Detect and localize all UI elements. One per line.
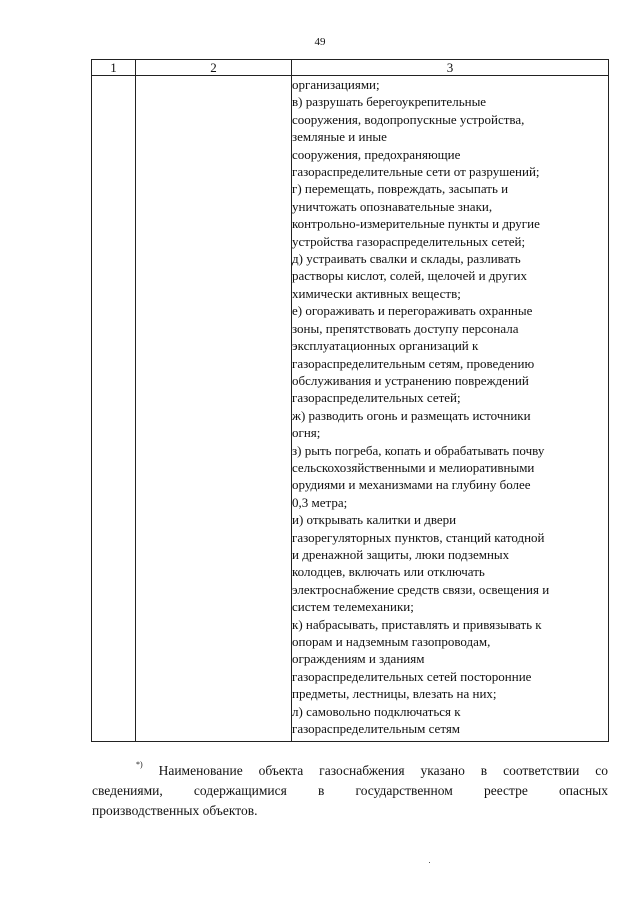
text-line: газораспределительных сетей посторонние (292, 668, 532, 684)
text-line: обслуживания и устранению повреждений (292, 372, 529, 388)
footnote-marker: *) (136, 760, 143, 769)
text-line: г) перемещать, повреждать, засыпать и (292, 181, 509, 197)
text-line: орудиями и механизмами на глубину более (292, 477, 531, 493)
text-line: химически активных веществ; (292, 285, 461, 301)
cell-col2 (136, 76, 292, 742)
table-header-row (92, 60, 609, 76)
text-line: д) устраивать свалки и склады, разливать (292, 251, 521, 267)
text-line: газораспределительных сетей; (292, 390, 461, 406)
text-line: опорам и надземным газопроводам, (292, 634, 491, 649)
cell-col3 (292, 76, 609, 742)
restrictions-text (292, 76, 608, 737)
text-line: земляные и иные (292, 129, 387, 145)
text-line: растворы кислот, солей, щелочей и других (292, 268, 528, 284)
text-line: электроснабжение средств связи, освещения и (292, 581, 550, 597)
text-line: газорегуляторных пунктов, станций катодной (292, 529, 545, 545)
text-line: систем телемеханики; (292, 599, 414, 615)
text-line: л) самовольно подключаться к (292, 703, 461, 719)
text-line: организациями; (292, 77, 380, 92)
footnote-text-1: Наименование объекта газоснабжения указано в соответствии со (158, 763, 609, 778)
text-line: контрольно-измерительные пункты и другие (292, 216, 540, 232)
footnote-line-2: сведениями, содержащимися в государственном реестре опасных (92, 783, 608, 798)
text-line: колодцев, включать или отключать (292, 564, 485, 580)
text-line: сооружения, предохраняющие (292, 146, 461, 162)
footnote (92, 761, 608, 821)
text-line: ограждениям и зданиям (292, 651, 425, 667)
text-line: е) огораживать и перегораживать охранные (292, 303, 533, 319)
column-header-3: 3 (292, 60, 609, 76)
table-row (92, 76, 609, 742)
text-line: огня; (292, 425, 321, 441)
text-line: 0,3 метра; (292, 494, 348, 510)
text-line: газораспределительным сетям, проведению (292, 355, 535, 371)
cell-col1 (92, 76, 136, 742)
text-line: в) разрушать берегоукрепительные (292, 94, 487, 110)
text-line: ж) разводить огонь и размещать источники (292, 407, 531, 423)
footnote-line-3: производственных объектов. (92, 803, 258, 818)
text-line: газораспределительным сетям (292, 721, 461, 737)
text-line: устройства газораспределительных сетей; (292, 233, 526, 249)
footnote-line-1 (92, 761, 608, 781)
scan-speck (429, 862, 430, 863)
text-line: сельскохозяйственными и мелиоративными (292, 459, 535, 475)
text-line: уничтожать опознавательные знаки, (292, 198, 493, 214)
text-line: сооружения, водопропускные устройства, (292, 111, 525, 127)
text-line: газораспределительные сети от разрушений; (292, 164, 540, 180)
column-header-2: 2 (136, 60, 292, 76)
text-line: предметы, лестницы, влезать на них; (292, 686, 497, 702)
column-header-1: 1 (92, 60, 136, 76)
page-number: 49 (314, 36, 326, 48)
text-line: и дренажной защиты, люки подземных (292, 546, 510, 562)
text-line: з) рыть погреба, копать и обрабатывать почву (292, 442, 545, 458)
document-table (91, 59, 609, 742)
text-line: к) набрасывать, приставлять и привязывать к (292, 616, 542, 632)
text-line: эксплуатационных организаций к (292, 338, 479, 354)
text-line: и) открывать калитки и двери (292, 512, 457, 528)
text-line: зоны, препятствовать доступу персонала (292, 320, 519, 336)
